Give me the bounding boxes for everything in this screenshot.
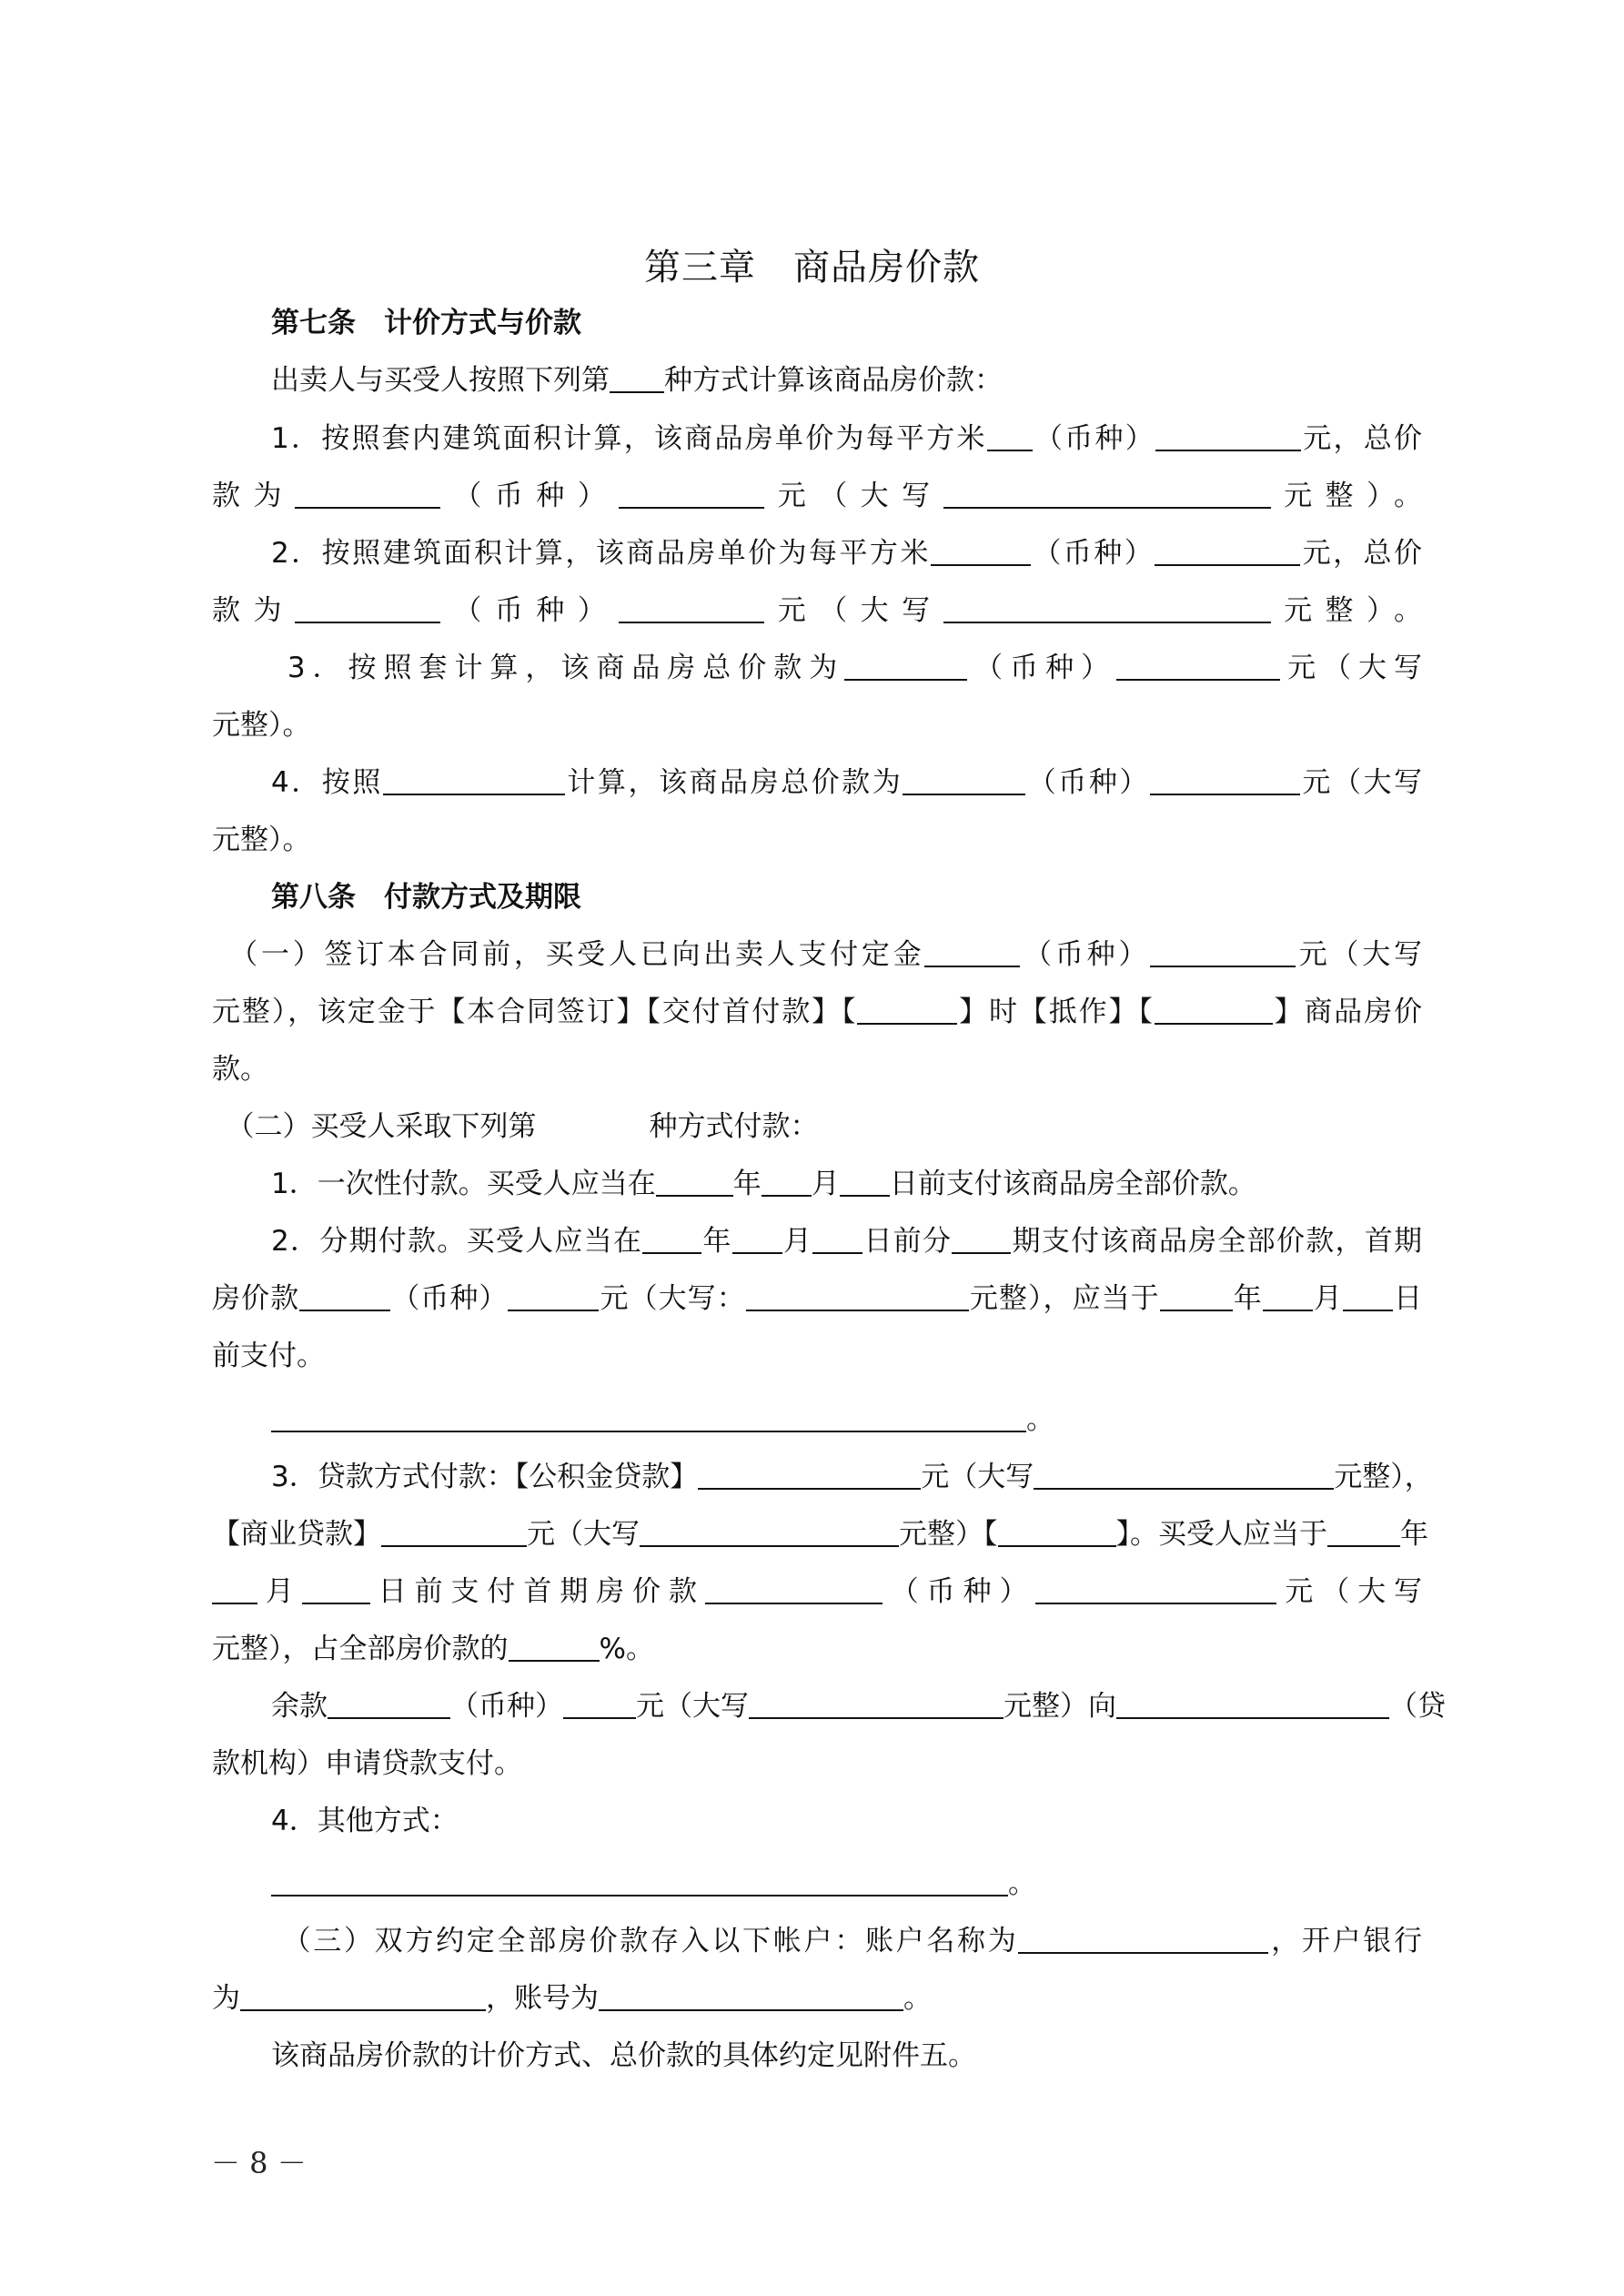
fill-in-blank[interactable] (1116, 1690, 1389, 1719)
text-segment: 元（大写 (527, 1518, 640, 1551)
fill-in-blank[interactable] (1343, 1282, 1393, 1311)
text-segment: 4．按照 (271, 766, 383, 799)
fill-in-blank[interactable] (998, 1518, 1116, 1547)
text-line (212, 1280, 1422, 1317)
text-segment: （贷 (1389, 1690, 1446, 1723)
text-segment: 2．按照建筑面积计算，该商品房单价为每平方米 (271, 537, 931, 570)
fill-in-blank[interactable] (840, 1168, 890, 1197)
text-segment: 元（大写 (1276, 1575, 1423, 1608)
fill-in-blank[interactable] (1263, 1282, 1313, 1311)
text-segment: 】。买受人应当于 (1115, 1518, 1327, 1551)
text-line (271, 1459, 1433, 1495)
text-segment: %。 (599, 1633, 654, 1665)
fill-in-blank[interactable] (642, 1225, 701, 1254)
text-segment: 元整），占全部房价款的 (212, 1633, 509, 1665)
text-segment: 第七条 计价方式与价款 (271, 307, 581, 339)
fill-in-blank[interactable] (1155, 422, 1301, 451)
fill-in-blank[interactable] (749, 1690, 1004, 1719)
text-segment: 月 (1312, 1282, 1343, 1315)
text-segment: （币种） (882, 1575, 1036, 1608)
text-segment: 月 (257, 1575, 302, 1608)
fill-in-blank[interactable] (640, 1518, 899, 1547)
text-segment: 元，总价 (1301, 422, 1423, 455)
text-segment: 种方式计算该商品房价款： (664, 364, 1003, 397)
text-segment: 第八条 付款方式及期限 (271, 881, 581, 914)
text-segment: 月 (811, 1168, 840, 1200)
text-segment: （币种） (390, 1282, 509, 1315)
text-line (212, 478, 1422, 514)
text-line (271, 535, 1422, 571)
text-segment: （币种） (1032, 422, 1155, 455)
text-line (212, 592, 1422, 629)
text-line (271, 1688, 1446, 1725)
page-number: － 8 － (211, 2146, 307, 2180)
fill-in-blank[interactable] (271, 1403, 1026, 1432)
text-segment: ，账号为 (486, 1982, 599, 2015)
text-segment: 元（大写 (1296, 938, 1422, 971)
text-segment: 计算，该商品房总价款为 (564, 766, 903, 799)
fill-in-blank[interactable] (295, 594, 440, 623)
text-segment: 元（大写 (921, 1461, 1034, 1493)
fill-in-blank[interactable] (302, 1575, 370, 1604)
fill-in-blank[interactable] (295, 480, 440, 509)
text-segment: 元（大写 (1299, 766, 1423, 799)
text-segment: 元，总价 (1300, 537, 1423, 570)
fill-in-blank[interactable] (746, 1282, 969, 1311)
text-segment: （币种） (439, 480, 620, 512)
text-segment: 】商品房价 (1272, 996, 1423, 1028)
text-line (271, 1401, 1422, 1438)
text-segment: 前支付。 (212, 1340, 325, 1372)
text-segment: 元（大写 (764, 594, 943, 627)
fill-in-blank[interactable] (619, 480, 764, 509)
fill-in-blank[interactable] (299, 1282, 390, 1311)
text-segment: 日 (1393, 1282, 1423, 1315)
text-segment: （一）签订本合同前，买受人已向出卖人支付定金 (212, 938, 925, 971)
text-segment: （币种） (1025, 766, 1150, 799)
text-segment: 3．贷款方式付款：【公积金贷款】 (271, 1461, 699, 1493)
fill-in-blank[interactable] (1035, 1575, 1276, 1604)
text-line (271, 1923, 1422, 1959)
text-segment: 。 (1026, 1403, 1054, 1436)
fill-in-blank[interactable] (732, 1225, 782, 1254)
text-segment: 月 (782, 1225, 813, 1258)
text-line (271, 764, 1422, 801)
fill-in-blank[interactable] (812, 1225, 862, 1254)
text-segment: 1．一次性付款。买受人应当在 (271, 1168, 656, 1200)
text-line (212, 822, 1422, 858)
text-segment: 元整）， (1334, 1461, 1433, 1493)
text-line (212, 1338, 1422, 1374)
fill-in-blank[interactable] (508, 1282, 599, 1311)
text-segment: （三）双方约定全部房价款存入以下帐户：账户名称为 (271, 1925, 1019, 1957)
text-segment: 元整）向 (1004, 1690, 1116, 1723)
text-segment: 年 (701, 1225, 732, 1258)
text-line (212, 1980, 1422, 2017)
fill-in-blank[interactable] (903, 766, 1025, 795)
text-segment: 元（大写 (764, 480, 943, 512)
fill-in-blank[interactable] (328, 1690, 450, 1719)
text-segment: 。 (903, 1982, 932, 2015)
text-line (271, 2038, 1422, 2074)
text-segment: 【商业贷款】 (212, 1518, 381, 1551)
text-segment: （币种） (439, 594, 620, 627)
text-line (212, 994, 1422, 1030)
text-segment: 2．分期付款。买受人应当在 (271, 1225, 643, 1258)
fill-in-blank[interactable] (599, 1982, 903, 2011)
text-segment: 4．其他方式： (271, 1805, 459, 1837)
text-segment: 日前支付该商品房全部价款。 (889, 1168, 1256, 1200)
text-segment: 为 (212, 1982, 240, 2015)
text-line (212, 1745, 1422, 1782)
text-segment: 日前支付首期房价款 (369, 1575, 705, 1608)
fill-in-blank[interactable] (240, 1982, 486, 2011)
text-line (212, 1051, 1422, 1087)
fill-in-blank[interactable] (705, 1575, 883, 1604)
fill-in-blank[interactable] (1160, 1282, 1233, 1311)
fill-in-blank[interactable] (509, 1633, 600, 1662)
text-segment: 该商品房价款的计价方式、总价款的具体约定见附件五。 (271, 2039, 976, 2072)
text-line (271, 1866, 1422, 1902)
text-line (212, 1108, 1422, 1145)
fill-in-blank[interactable] (619, 594, 764, 623)
fill-in-blank[interactable] (952, 1225, 1011, 1254)
fill-in-blank[interactable] (762, 1168, 812, 1197)
fill-in-blank[interactable] (1018, 1925, 1268, 1954)
text-segment: 期支付该商品房全部价款，首期 (1011, 1225, 1423, 1258)
text-segment: 元整）。 (212, 824, 311, 856)
text-segment: 元整）。 (1270, 480, 1422, 512)
fill-in-blank[interactable] (212, 1575, 257, 1604)
article-heading (271, 879, 1422, 915)
fill-in-blank[interactable] (857, 996, 957, 1025)
text-line (212, 936, 1422, 973)
text-segment: 元整），应当于 (968, 1282, 1160, 1315)
text-line (271, 1166, 1422, 1202)
text-line (212, 1516, 1428, 1553)
text-segment: 元整）。 (212, 709, 311, 742)
text-segment: 3．按照套计算，该商品房总价款为 (271, 652, 845, 684)
fill-in-blank[interactable] (271, 1867, 1008, 1896)
fill-in-blank[interactable] (1155, 537, 1300, 566)
fill-in-blank[interactable] (1155, 996, 1273, 1025)
text-segment: 1．按照套内建筑面积计算，该商品房单价为每平方米 (271, 422, 987, 455)
text-segment: 房价款 (212, 1282, 300, 1315)
fill-in-blank[interactable] (610, 364, 664, 393)
text-segment: 】时【抵作】【 (957, 996, 1155, 1028)
text-segment: 年 (732, 1168, 762, 1200)
fill-in-blank[interactable] (381, 1518, 527, 1547)
text-segment: 款为 (212, 480, 295, 512)
text-segment: 元（大写 (1280, 652, 1423, 684)
fill-in-blank[interactable] (987, 422, 1033, 451)
text-segment: 元整），该定金于【本合同签订】【交付首付款】【 (212, 996, 858, 1028)
fill-in-blank[interactable] (1327, 1518, 1400, 1547)
text-segment: 元（大写： (599, 1282, 746, 1315)
fill-in-blank[interactable] (943, 594, 1271, 623)
fill-in-blank[interactable] (383, 766, 565, 795)
fill-in-blank[interactable] (1150, 766, 1300, 795)
text-line (271, 420, 1422, 457)
fill-in-blank[interactable] (844, 652, 967, 681)
text-line (271, 650, 1422, 686)
text-line (212, 707, 1422, 743)
fill-in-blank[interactable] (1034, 1461, 1334, 1490)
text-line (212, 1573, 1422, 1610)
text-segment: 年 (1232, 1282, 1263, 1315)
text-segment: 余款 (271, 1690, 328, 1723)
text-segment: 元整）。 (1270, 594, 1422, 627)
article-heading (271, 305, 1422, 341)
text-line (212, 1631, 1422, 1667)
text-line (271, 1223, 1422, 1259)
text-segment: （币种） (967, 652, 1117, 684)
text-segment: 日前分 (862, 1225, 953, 1258)
text-segment: 。 (1008, 1867, 1036, 1900)
text-segment: 年 (1400, 1518, 1428, 1551)
text-segment: 元（大写 (636, 1690, 749, 1723)
text-segment: 款。 (212, 1053, 268, 1086)
text-segment: 款机构）申请贷款支付。 (212, 1747, 522, 1780)
text-line (271, 362, 1422, 399)
fill-in-blank[interactable] (931, 537, 1031, 566)
chapter-title: 第三章 商品房价款 (644, 247, 980, 288)
fill-in-blank[interactable] (563, 1690, 636, 1719)
fill-in-blank[interactable] (924, 938, 1020, 967)
text-segment: ，开户银行 (1268, 1925, 1422, 1957)
fill-in-blank[interactable] (1150, 938, 1296, 967)
text-segment: （币种） (1020, 938, 1151, 971)
text-segment: （二）买受人采取下列第 种方式付款： (212, 1110, 819, 1143)
text-segment: 出卖人与买受人按照下列第 (271, 364, 610, 397)
fill-in-blank[interactable] (656, 1168, 733, 1197)
text-segment: 元整）【 (899, 1518, 998, 1551)
text-line (271, 1803, 1422, 1839)
fill-in-blank[interactable] (698, 1461, 921, 1490)
text-segment: （币种） (1030, 537, 1155, 570)
fill-in-blank[interactable] (1116, 652, 1280, 681)
text-segment: 款为 (212, 594, 295, 627)
fill-in-blank[interactable] (943, 480, 1271, 509)
text-segment: （币种） (450, 1690, 563, 1723)
